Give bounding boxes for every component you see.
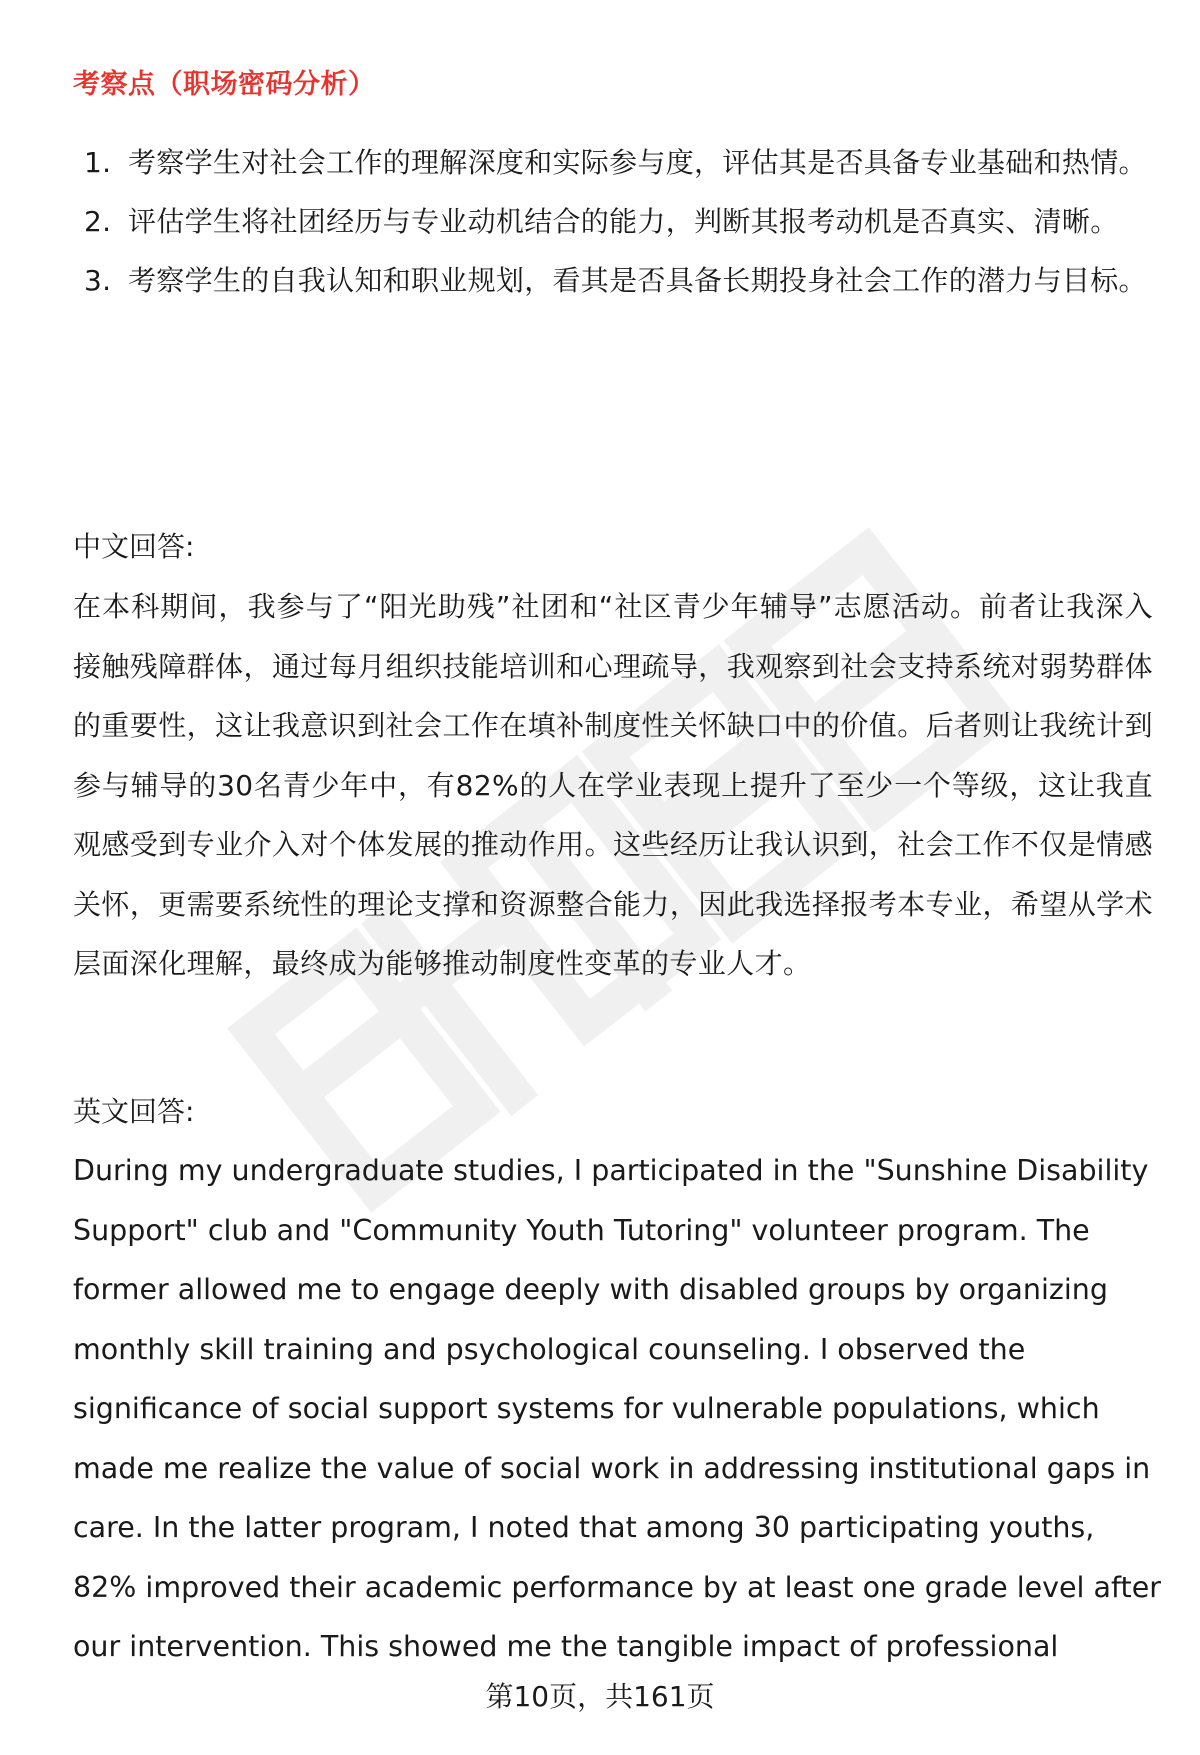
- chinese-answer-label: 中文回答:: [73, 530, 195, 563]
- list-item: [80, 192, 1160, 251]
- english-answer-label: 英文回答:: [73, 1095, 195, 1128]
- page-number-footer: 第10页，共161页: [485, 1680, 715, 1713]
- list-item-number: 2.: [84, 205, 112, 238]
- list-item-text: 考察学生对社会工作的理解深度和实际参与度，评估其是否具备专业基础和热情。: [128, 146, 1147, 179]
- list-item-text: 考察学生的自我认知和职业规划，看其是否具备长期投身社会工作的潜力与目标。: [128, 264, 1147, 297]
- list-item-text: 评估学生将社团经历与专业动机结合的能力，判断其报考动机是否真实、清晰。: [128, 205, 1119, 238]
- chinese-answer-text: 在本科期间，我参与了“阳光助残”社团和“社区青少年辅导”志愿活动。前者让我深入接触残障群体，通过每月组织技能培训和心理疏导，我观察到社会支持系统对弱势群体的重要性，这让我意识到社会工作在填补制度性关怀缺口中的价值。后者则让我统计到参与辅导的30名青少年中，有82%的人在学业表现上提升了至少一个等级，这让我直观感受到专业介入对个体发展的推动作用。这些经历让我认识到，社会工作不仅是情感关怀，更需要系统性的理论支撑和资源整合能力，因此我选择报考本专业，希望从学术层面深化理解，最终成为能够推动制度性变革的专业人才。: [73, 590, 1153, 980]
- list-item-number: 3.: [84, 264, 112, 297]
- list-item: [80, 133, 1160, 192]
- list-item: [80, 251, 1160, 310]
- english-answer-text: During my undergraduate studies, I participated in the "Sunshine Disability Support" club and "Community Youth Tutoring" volunteer program. The former allowed me to engage deeply with disabled groups by organizing monthly skill training and psychological counseling. I observed the significance of social support systems for vulnerable populations, which made me realize the value of social work in addressing institutional gaps in care. In the latter program, I noted that among 30 participating youths, 82% improved their academic performance by at least one grade level after our intervention. This showed me the tangible impact of professional: [73, 1154, 1161, 1663]
- section-title: 考察点（职场密码分析）: [73, 69, 376, 100]
- assessment-points-list: [80, 133, 1160, 310]
- list-item-number: 1.: [84, 146, 112, 179]
